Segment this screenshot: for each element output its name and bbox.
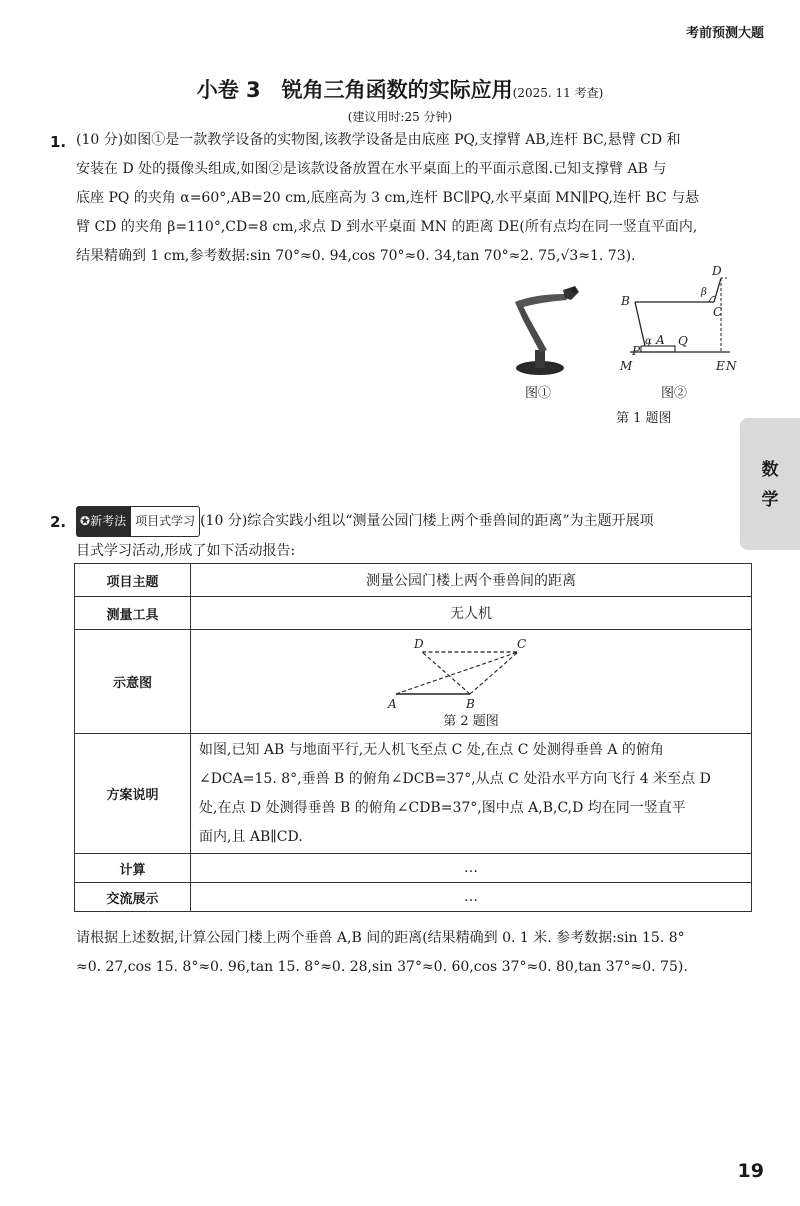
row-value: … [191,883,752,912]
figure-1-label: 图① [525,386,552,401]
row-label: 测量工具 [75,597,191,630]
point-B-label: B [621,294,630,308]
side-tab-char: 数 [761,460,779,480]
question-1-number: 1. [50,133,67,151]
diagram-cell [191,630,752,734]
q1-line: 结果精确到 1 cm,参考数据:sin 70°≈0. 94,cos 70°≈0. 34,tan 70°≈2. 75,√3≈1. 73). [76,248,636,264]
row-label: 项目主题 [75,564,191,597]
plan-line: 处,在点 D 处测得垂兽 B 的俯角∠CDB=37°,图中点 A,B,C,D 均在同一竖直平 [199,799,686,816]
table-row [75,854,752,883]
point-P-label: P [632,344,641,358]
q1-line: 安装在 D 处的摄像头组成,如图②是该款设备放置在水平桌面上的平面示意图.已知支撑臂 AB 与 [76,161,667,177]
lightbulb-icon: ✪ [80,514,91,528]
plan-line: ∠DCA=15. 8°,垂兽 B 的俯角∠DCB=37°,从点 C 处沿水平方向飞行 4 米至点 D [199,770,711,787]
table-row [75,734,752,854]
point-N-label: N [726,359,737,373]
row-value: 无人机 [191,597,752,630]
question-1-text [76,126,766,271]
point-E-label: E [716,359,725,373]
footer-line: ≈0. 27,cos 15. 8°≈0. 96,tan 15. 8°≈0. 28,sin 37°≈0. 60,cos 37°≈0. 80,tan 37°≈0. 75). [76,959,688,975]
table-row [75,630,752,734]
point-A-label: A [388,697,397,710]
point-B-label: B [466,697,475,710]
figure-2-diagram [386,634,556,710]
row-label: 交流展示 [75,883,191,912]
figure-1-device-image [495,280,590,380]
plan-line: 面内,且 AB∥CD. [199,828,303,845]
question-2-text [76,506,766,566]
question-2-number: 2. [50,513,67,531]
figure-1-caption: 第 1 题图 [616,411,672,426]
angle-alpha-label: α [645,336,652,347]
q2-line: 目式学习活动,形成了如下活动报告: [76,543,296,559]
point-D-label: D [414,637,424,651]
tag-new-method [76,506,130,537]
tag-new-label: 新考法 [90,514,127,528]
row-label: 示意图 [75,630,191,734]
q2-first-line [76,506,766,537]
table-row [75,883,752,912]
table-row [75,597,752,630]
side-tab-char: 学 [761,490,779,510]
header-tag: 考前预测大题 [685,26,764,41]
point-M-label: M [620,359,633,373]
point-C-label: C [517,637,527,651]
row-label: 计算 [75,854,191,883]
row-value: … [191,854,752,883]
point-D-label: D [712,264,722,278]
activity-report-table [74,563,752,912]
title-text: 小卷 3 锐角三角函数的实际应用 [196,78,513,102]
angle-beta-label: β [701,287,707,298]
tag-project-learning: 项目式学习 [130,506,200,537]
figure-2-caption: 第 2 题图 [443,714,499,729]
row-value: 测量公园门楼上两个垂兽间的距离 [191,564,752,597]
q2-line: (10 分)综合实践小组以“测量公园门楼上两个垂兽间的距离”为主题开展项 [200,513,654,529]
q1-line: (10 分)如图①是一款教学设备的实物图,该教学设备是由底座 PQ,支撑臂 AB,连杆 BC,悬臂 CD 和 [76,132,681,148]
q1-line: 底座 PQ 的夹角 α=60°,AB=20 cm,底座高为 3 cm,连杆 BC∥PQ,水平桌面 MN∥PQ,连杆 BC 与悬 [76,190,700,206]
question-2-footer [76,924,766,982]
table-row [75,564,752,597]
page-title [0,74,800,104]
suggested-time: (建议用时:25 分钟) [347,110,453,124]
point-A-label: A [656,333,665,347]
point-Q-label: Q [678,334,688,348]
q1-line: 臂 CD 的夹角 β=110°,CD=8 cm,求点 D 到水平桌面 MN 的距离 DE(所有点均在同一竖直平面内, [76,219,698,235]
figure-2-label: 图② [661,386,688,401]
footer-line: 请根据上述数据,计算公园门楼上两个垂兽 A,B 间的距离(结果精确到 0. 1 米. 参考数据:sin 15. 8° [76,930,685,946]
title-note: (2025. 11 考查) [512,86,604,100]
point-C-label: C [713,305,723,319]
row-label: 方案说明 [75,734,191,854]
plan-line: 如图,已知 AB 与地面平行,无人机飞至点 C 处,在点 C 处测得垂兽 A 的俯角 [199,741,664,758]
plan-description-cell [191,734,752,854]
page-number: 19 [737,1160,764,1182]
figure-2-schematic [615,262,745,377]
